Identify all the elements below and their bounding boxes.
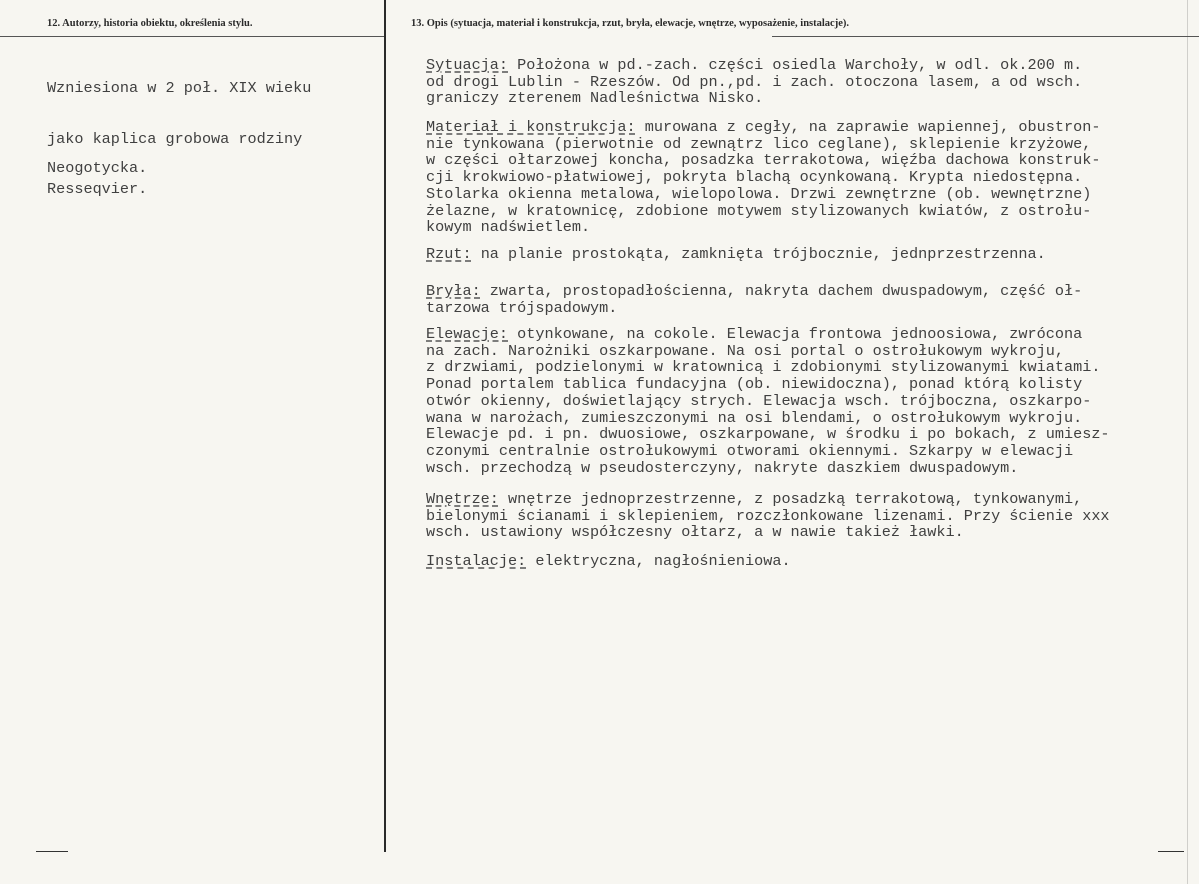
style-text: Neogotycka. (47, 159, 148, 177)
right-header-rule (772, 36, 1199, 37)
section-elewacje (426, 326, 1196, 476)
section-instalacje (426, 553, 1196, 570)
section-line: kowym nadświetlem. (426, 218, 591, 237)
section-sytuacja (426, 57, 1196, 107)
section-term: Wnętrze: (426, 490, 499, 508)
section-first-line: na planie prostokąta, zamknięta trójbocznie, jednprzestrzenna. (471, 245, 1046, 263)
section-line: Elewacje pd. i pn. dwuosiowe, oszkarpowane, w środku i po bokach, z umiesz- (426, 425, 1110, 444)
section-line: od drogi Lublin - Rzeszów. Od pn.,pd. i zach. otoczona lasem, a od wsch. (426, 72, 1083, 91)
section-term: Elewacje: (426, 325, 509, 343)
section-first-line: elektryczna, nagłośnieniowa. (526, 552, 791, 570)
section-first-line: zwarta, prostopadłościenna, nakryta dachem dwuspadowym, część oł- (480, 282, 1083, 300)
section-line: na zach. Narożniki oszkarpowane. Na osi portal o ostrołukowym wykroju, (426, 341, 1064, 360)
section-rzut (426, 246, 1196, 263)
section-line: Stolarka okienna metalowa, wielopolowa. Drzwi zewnętrzne (ob. wewnętrzne) (426, 184, 1092, 203)
section-line: Ponad portalem tablica fundacyjna (ob. niewidoczna), ponad którą kolisty (426, 375, 1083, 394)
section-first-line: murowana z cegły, na zaprawie wapiennej, obustron- (635, 118, 1101, 136)
section-line: w części ołtarzowej koncha, posadzka terrakotowa, więźba dachowa konstruk- (426, 151, 1101, 170)
card-edge (1187, 0, 1188, 884)
section-material (426, 119, 1196, 236)
history-line: Wzniesiona w 2 poł. XIX wieku (47, 79, 312, 98)
section-line: czonymi centralnie ostrołukowymi otworami okiennymi. Szkarpy w elewacji (426, 441, 1074, 460)
section-line: wsch. ustawiony współczesny ołtarz, a w nawie takież ławki. (426, 523, 964, 542)
section-bryla (426, 283, 1196, 316)
section-term: Rzut: (426, 245, 472, 263)
left-column (0, 0, 384, 884)
right-column (386, 0, 1199, 884)
section-term: Materiał i konstrukcja: (426, 118, 636, 136)
section-term: Sytuacja: (426, 56, 509, 74)
section-first-line: wnętrze jednoprzestrzenne, z posadzką terrakotową, tynkowanymi, (498, 490, 1083, 508)
bottom-mark-right (1158, 851, 1184, 852)
left-header: 12. Autorzy, historia obiektu, określenia stylu. (47, 18, 253, 29)
section-line: z drzwiami, podzielonymi w kratownicą i zdobionymi stylizowanymi kwiatami. (426, 358, 1101, 377)
bottom-mark-left (36, 851, 68, 852)
section-line: wsch. przechodzą w pseudosterczyny, nakryte daszkiem dwuspadowym. (426, 458, 1019, 477)
history-line: jako kaplica grobowa rodziny (47, 129, 303, 148)
section-line: otwór okienny, doświetlający strych. Elewacja wsch. trójboczna, oszkarpo- (426, 391, 1092, 410)
section-line: tarzowa trójspadowym. (426, 298, 618, 317)
section-term: Instalacje: (426, 552, 527, 570)
section-line: graniczy zterenem Nadleśnictwa Nisko. (426, 89, 764, 108)
history-line: Resseqvier. (47, 179, 148, 198)
section-first-line: otynkowane, na cokole. Elewacja frontowa jednoosiowa, zwrócona (508, 325, 1083, 343)
section-first-line: Położona w pd.-zach. części osiedla Warchoły, w odl. ok.200 m. (508, 56, 1083, 74)
section-line: wana w narożach, zumieszczonymi na osi blendami, o ostrołukowym wykroju. (426, 408, 1083, 427)
section-line: cji krokwiowo-płatwiowej, pokryta blachą ocynkowaną. Krypta niedostępna. (426, 168, 1083, 187)
right-header: 13. Opis (sytuacja, materiał i konstrukcja, rzut, bryła, elewacje, wnętrze, wyposażenie, instalacje). (411, 18, 850, 29)
history-text (47, 47, 377, 231)
section-term: Bryła: (426, 282, 481, 300)
section-line: nie tynkowana (pierwotnie od zewnątrz lico ceglane), sklepienie krzyżowe, (426, 134, 1092, 153)
left-header-rule (0, 36, 384, 37)
section-wnetrze (426, 491, 1196, 541)
section-line: bielonymi ścianami i sklepieniem, rozczłonkowane lizenami. Przy ścienie xxx (426, 506, 1110, 525)
section-line: żelazne, w kratownicę, zdobione motywem stylizowanych kwiatów, z ostrołu- (426, 201, 1092, 220)
